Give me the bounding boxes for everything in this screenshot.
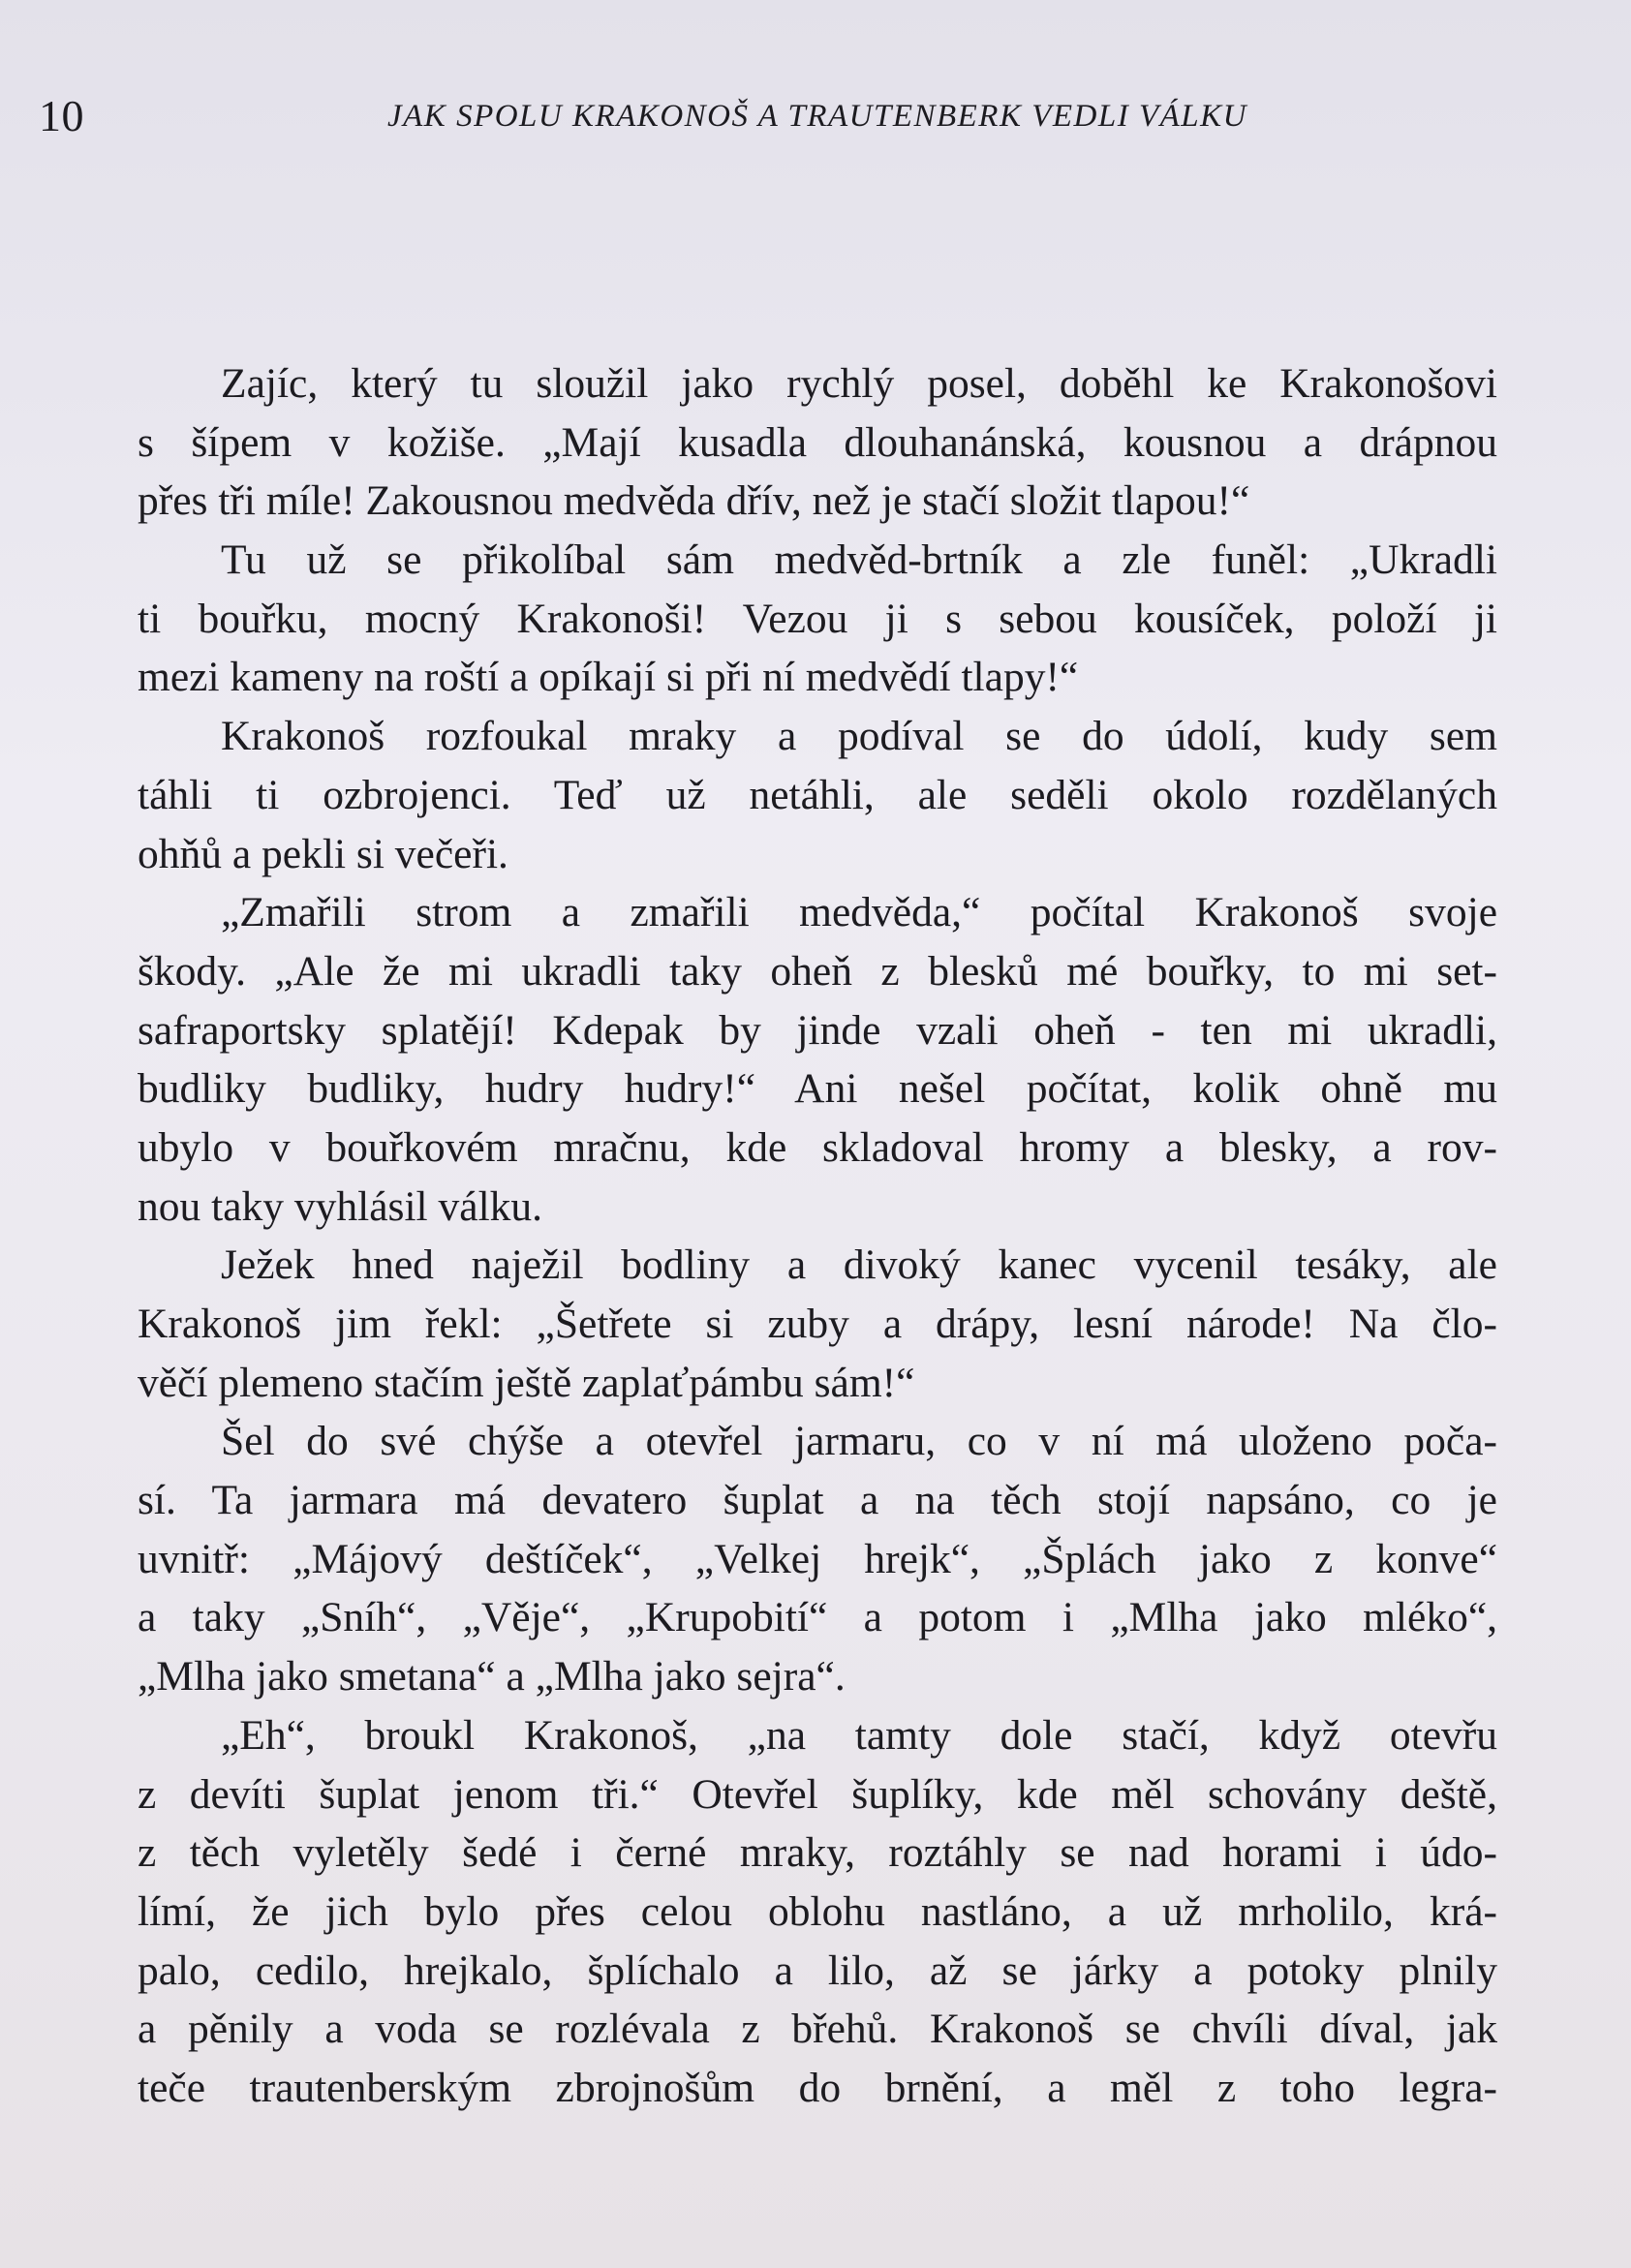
text-line: Krakonoš rozfoukal mraky a podíval se do údolí, kudy sem — [221, 713, 1497, 760]
text-line: s šípem v kožiše. „Mají kusadla dlouhanánská, kousnou a drápnou — [138, 418, 1497, 466]
page-number: 10 — [39, 91, 84, 140]
text-line: safraportsky splatějí! Kdepak by jinde vzali oheň - ten mi ukradli, — [138, 1006, 1497, 1054]
text-line: Tu už se přikolíbal sám medvěd-brtník a zle funěl: „Ukradli — [221, 536, 1497, 584]
text-line: „Eh“, broukl Krakonoš, „na tamty dole stačí, když otevřu — [221, 1711, 1497, 1759]
text-line: budliky budliky, hudry hudry!“ Ani nešel počítat, kolik ohně mu — [138, 1065, 1497, 1113]
text-line: „Zmařili strom a zmařili medvěda,“ počítal Krakonoš svoje — [221, 889, 1497, 936]
text-line: Ježek hned naježil bodliny a divoký kanec vycenil tesáky, ale — [221, 1241, 1497, 1289]
text-line: škody. „Ale že mi ukradli taky oheň z blesků mé bouřky, to mi set- — [138, 947, 1497, 995]
text-line: teče trautenberským zbrojnošům do brnění, a měl z toho legra- — [138, 2064, 1497, 2111]
text-line: přes tři míle! Zakousnou medvěda dřív, než je stačí složit tlapou!“ — [138, 477, 1250, 525]
text-line: ti bouřku, mocný Krakonoši! Vezou ji s sebou kousíček, položí ji — [138, 595, 1497, 642]
text-line: věčí plemeno stačím ještě zaplaťpámbu sám!“ — [138, 1359, 915, 1406]
body-text — [138, 354, 1497, 2118]
text-line: mezi kameny na roští a opíkají si při ní medvědí tlapy!“ — [138, 654, 1079, 701]
text-line: Krakonoš jim řekl: „Šetřete si zuby a drápy, lesní národe! Na člo- — [138, 1301, 1497, 1347]
text-line: a taky „Sníh“, „Věje“, „Krupobití“ a potom i „Mlha jako mléko“, — [138, 1594, 1497, 1641]
text-line: z devíti šuplat jenom tři.“ Otevřel šuplíky, kde měl schovány deště, — [138, 1770, 1497, 1818]
text-line: „Mlha jako smetana“ a „Mlha jako sejra“. — [138, 1653, 846, 1701]
text-line: ohňů a pekli si večeři. — [138, 830, 508, 877]
text-line: nou taky vyhlásil válku. — [138, 1182, 543, 1230]
text-line: palo, cedilo, hrejkalo, šplíchalo a lilo, až se járky a potoky plnily — [138, 1946, 1497, 1994]
text-line: sí. Ta jarmara má devatero šuplat a na těch stojí napsáno, co je — [138, 1477, 1497, 1524]
text-line: Šel do své chýše a otevřel jarmaru, co v ní má uloženo poča- — [221, 1418, 1497, 1465]
text-line: táhli ti ozbrojenci. Teď už netáhli, ale seděli okolo rozdělaných — [138, 771, 1497, 818]
text-line: a pěnily a voda se rozlévala z břehů. Krakonoš se chvíli díval, jak — [138, 2006, 1497, 2053]
text-line: límí, že jich bylo přes celou oblohu nastláno, a už mrholilo, krá- — [138, 1887, 1497, 1935]
text-line: ubylo v bouřkovém mračnu, kde skladoval hromy a blesky, a rov- — [138, 1123, 1497, 1171]
text-line: uvnitř: „Májový deštíček“, „Velkej hrejk“, „Šplách jako z konve“ — [138, 1535, 1497, 1582]
text-line: z těch vyletěly šedé i černé mraky, roztáhly se nad horami i údo- — [138, 1829, 1497, 1877]
text-line: Zajíc, který tu sloužil jako rychlý posel, doběhl ke Krakonošovi — [221, 360, 1497, 407]
running-head-title: JAK SPOLU KRAKONOŠ A TRAUTENBERK VEDLI VÁLKU — [387, 99, 1247, 134]
